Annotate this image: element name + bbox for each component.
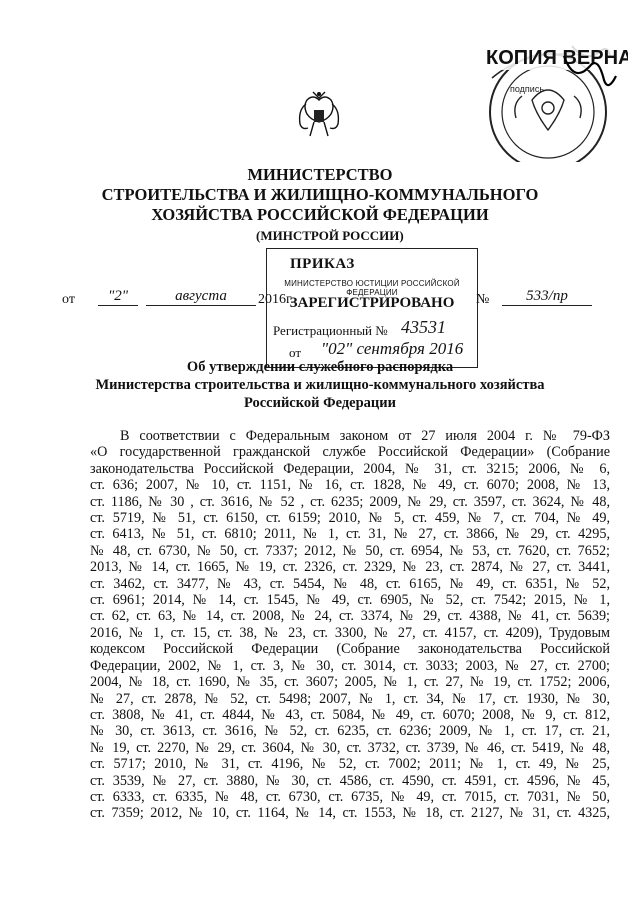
body-line: ст. 3539, № 27, ст. 3880, № 30, ст. 4586, ст. 4590, ст. 4591, ст. 4596, № 45,: [90, 772, 610, 789]
body-line: ст. 6961; 2014, № 14, ст. 1545, № 49, ст. 6905, № 52, ст. 7542; 2015, № 1,: [90, 592, 610, 609]
body-line: ст. 62, ст. 63, № 14, ст. 2008, № 24, ст. 3374, № 29, ст. 4388, № 41, ст. 5639;: [90, 608, 610, 625]
body-line: В соответствии с Федеральным законом от 27 июля 2004 г. № 79-ФЗ: [120, 428, 610, 444]
order-date-line: [62, 290, 582, 312]
ministry-name-line-1: МИНИСТЕРСТВО: [247, 165, 393, 184]
body-line: № 48, ст. 6730, № 50, ст. 7337; 2012, № 50, ст. 6954, № 53, ст. 7620, ст. 7652;: [90, 542, 610, 559]
stamp-authority: МИНИСТЕРСТВО ЮСТИЦИИ РОССИЙСКОЙ ФЕДЕРАЦИИ: [284, 279, 460, 297]
document-title-line-2: Министерства строительства и жилищно-коммунального хозяйства: [95, 377, 545, 393]
body-line: ст. 6413, № 51, ст. 6810; 2011, № 1, ст. 31, № 27, ст. 3866, № 29, ст. 4295,: [90, 526, 610, 543]
document-title-line-3: Российской Федерации: [243, 395, 396, 411]
document-body: [90, 428, 610, 822]
order-month: августа: [146, 288, 256, 306]
stamp-regno-label: Регистрационный №: [273, 323, 388, 338]
order-number-sign: №: [476, 292, 490, 307]
stamp-status: ЗАРЕГИСТРИРОВАНО: [289, 295, 455, 311]
body-line: № 30, ст. 3613, ст. 3616, № 52, ст. 6235, ст. 6236; 2009, № 1, ст. 17, ст. 21,: [90, 723, 610, 740]
body-line: № 27, ст. 2878, № 52, ст. 5498; 2007, № 1, ст. 34, № 17, ст. 1930, № 30,: [90, 690, 610, 707]
body-line: ст. 5717; 2010, № 31, ст. 4196, № 52, ст. 7002; 2011; № 1, ст. 49, № 25,: [90, 756, 610, 773]
body-line: 2004, № 18, ст. 1690, № 35, ст. 3607; 2005, № 1, ст. 27, № 19, ст. 1752; 2006,: [90, 674, 610, 691]
body-line: ст. 5719, № 51, ст. 6150, ст. 6159; 2010, № 5, ст. 459, № 7, ст. 704, № 49,: [90, 510, 610, 527]
ministry-name-line-3: ХОЗЯЙСТВА РОССИЙСКОЙ ФЕДЕРАЦИИ: [151, 205, 489, 224]
order-date-prefix: от: [62, 292, 75, 307]
copy-verified-seal: [452, 16, 628, 162]
order-day: "2": [98, 288, 138, 306]
document-type: ПРИКАЗ: [290, 256, 355, 272]
stamp-regno: 43531: [401, 317, 446, 337]
order-year: 2016г.: [258, 292, 294, 307]
body-line: кодексом Российской Федерации (Собрание законодательства Российской: [90, 641, 610, 658]
copy-verified-sub: подпись: [510, 84, 545, 94]
body-line: 2013, № 14, ст. 1665, № 19, ст. 2326, ст. 2329, № 23, ст. 2874, № 27, ст. 3441,: [90, 559, 610, 576]
ministry-name-line-2: СТРОИТЕЛЬСТВА И ЖИЛИЩНО-КОММУНАЛЬНОГО: [101, 185, 539, 204]
body-line: ст. 636; 2007, № 10, ст. 1151, № 16, ст. 1828, № 49, ст. 6070; 2008, № 13,: [90, 477, 610, 494]
body-line: 2016, № 1, ст. 15, ст. 38, № 23, ст. 3300, № 27, ст. 4157, ст. 4209), Трудовым: [90, 624, 610, 641]
stamp-date-prefix: от: [289, 345, 302, 360]
stamp-date: "02" сентября 2016: [321, 339, 464, 358]
body-line: «О государственной гражданской службе Российской Федерации» (Собрание: [90, 444, 610, 461]
body-line: законодательства Российской Федерации, 2004, № 31, ст. 3215; 2006, № 6,: [90, 460, 610, 477]
coat-of-arms-icon: [296, 88, 342, 146]
body-line: № 19, ст. 2270, № 29, ст. 3604, № 30, ст. 3732, ст. 3739, № 46, ст. 5419, № 48,: [90, 739, 610, 756]
copy-verified-text: КОПИЯ ВЕРНА: [486, 47, 628, 69]
body-line: ст. 3462, ст. 3477, № 43, ст. 5454, № 48, ст. 6165, № 49, ст. 6351, № 52,: [90, 575, 610, 592]
body-line: Федерации, 2002, № 1, ст. 3, № 30, ст. 3014, ст. 3033; 2003, № 27, ст. 2700;: [90, 657, 610, 674]
document-title-line-1: Об утверждении служебного распорядка: [186, 359, 454, 375]
body-line: ст. 1186, № 30 , ст. 3616, № 52 , ст. 6235; 2009, № 29, ст. 3597, ст. 3624, № 48,: [90, 493, 610, 510]
body-line: ст. 6333, ст. 6335, № 48, ст. 6730, ст. 6735, № 49, ст. 7015, ст. 7031, № 50,: [90, 788, 610, 805]
ministry-short-name: (МИНСТРОЙ РОССИИ): [256, 228, 404, 243]
body-line: ст. 3808, № 41, ст. 4844, № 43, ст. 5084, № 49, ст. 6070; 2008, № 9, ст. 812,: [90, 706, 610, 723]
order-number: 533/пр: [502, 288, 592, 306]
body-line: ст. 7359; 2012, № 10, ст. 1164, № 14, ст. 1553, № 18, ст. 2127, № 31, ст. 4325,: [90, 805, 610, 822]
